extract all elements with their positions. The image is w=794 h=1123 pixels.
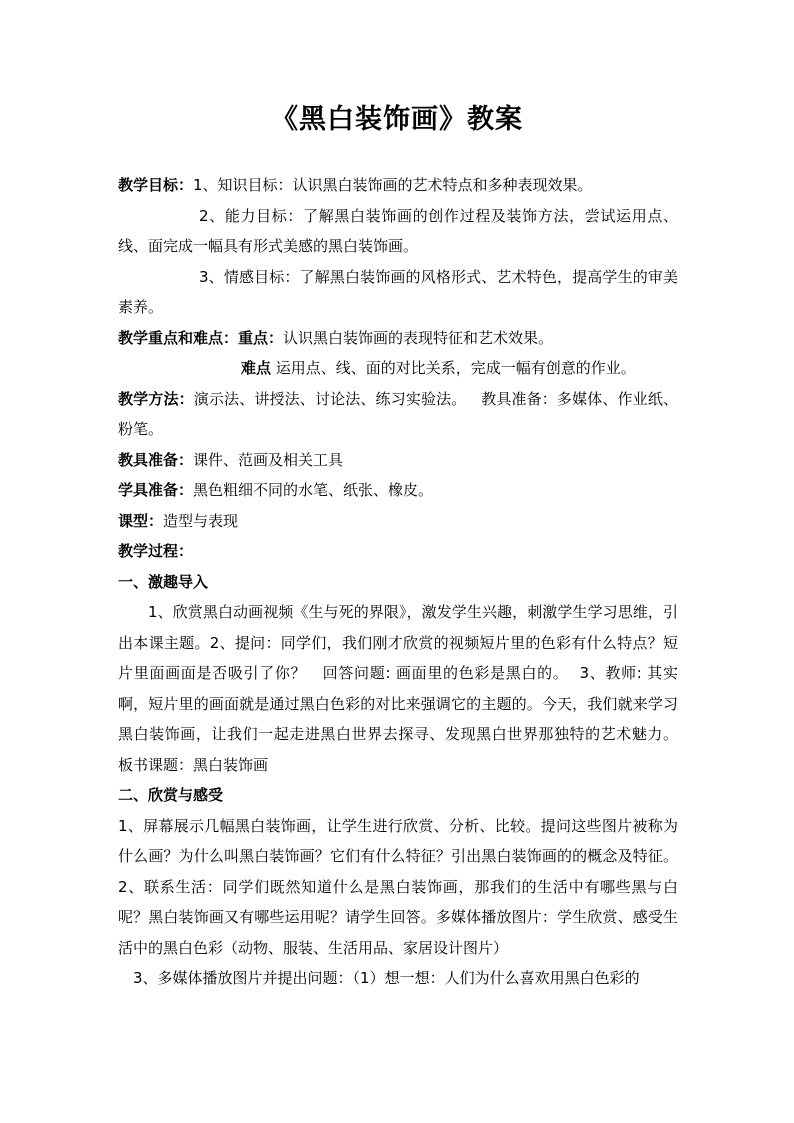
methods-label: 教学方法： — [118, 389, 194, 408]
student-tools-text: 黑色粗细不同的水笔、纸张、橡皮。 — [193, 481, 434, 499]
key-text: 认识黑白装饰画的表现特征和艺术效果。 — [283, 328, 554, 347]
difficulty-text: 运用点、线、面的对比关系，完成一幅有创意的作业。 — [275, 359, 636, 377]
key-points-line — [118, 323, 678, 354]
student-tools-line — [118, 475, 678, 506]
student-tools-label: 学具准备： — [118, 481, 194, 499]
lesson-type-text: 造型与表现 — [163, 511, 239, 530]
section2-text: 1、屏幕展示几幅黑白装饰画，让学生进行欣赏、分析、比较。提问这些图片被称为什么画？为什么叫黑白装饰画？它们有什么特征？引出黑白装饰画的的概念及特征。2、联系生活：同学们既然知道什么是黑白装饰画，那我们的生活中有哪些黑与白呢？黑白装饰画又有哪些运用呢？请学生回答。多媒体播放图片：学生欣赏、感受生活中的黑白色彩（动物、服装、生活用品、家居设计图片） — [118, 816, 678, 957]
difficulty-line — [118, 353, 678, 384]
lesson-type-label: 课型： — [118, 511, 164, 530]
section3-text: 3、多媒体播放图片并提出问题：（1）想一想：人们为什么喜欢用黑白色彩的 — [133, 969, 640, 987]
lesson-type-line — [118, 506, 678, 537]
difficulty-label: 难点 — [241, 359, 272, 377]
methods-text: 演示法、讲授法、讨论法、练习实验法。 教具准备：多媒体、作业纸、粉笔。 — [118, 389, 678, 438]
teaching-tools-line — [118, 445, 678, 476]
section1-text: 1、欣赏黑白动画视频《生与死的界限》，激发学生兴趣，刺激学生学习思维，引出本课主题。2、提问：同学们，我们刚才欣赏的视频短片里的色彩有什么特点？短片里面画面是否吸引了你？ 回答问题: 画面里的色彩是黑白的。 3、教师: 其实啊，短片里的画面就是通过黑白色彩的对比来强调它的主题的。今天，我们就来学习黑白装饰画，让我们一起走进黑白世界去探寻、发现黑白世界那独特的艺术魅力。 板书课题：黑白装饰画 — [118, 603, 693, 774]
document-body — [118, 170, 693, 994]
process-label: 教学过程： — [118, 542, 194, 560]
document-title: 《黑白装饰画》教案 — [271, 104, 523, 135]
objective-1: 1、知识目标：认识黑白装饰画的艺术特点和多种表现效果。 — [193, 176, 593, 194]
key-label: 重点： — [238, 328, 284, 347]
methods-line — [118, 384, 678, 445]
teaching-tools-text: 课件、范画及相关工具 — [193, 450, 344, 469]
objective-3: 3、情感目标：了解黑白装饰画的风格形式、艺术特色，提高学生的审美素养。 — [118, 267, 678, 316]
section1-title: 一、激趣导入 — [118, 572, 209, 591]
objectives-line — [118, 170, 678, 201]
section2-title: 二、欣赏与感受 — [118, 786, 224, 804]
teaching-tools-label: 教具准备： — [118, 450, 194, 469]
objective-2: 2、能力目标：了解黑白装饰画的创作过程及装饰方法，尝试运用点、线、面完成一幅具有形式美感的黑白装饰画。 — [118, 206, 678, 255]
objectives-label: 教学目标： — [118, 176, 194, 194]
key-points-label: 教学重点和难点： — [118, 328, 239, 347]
